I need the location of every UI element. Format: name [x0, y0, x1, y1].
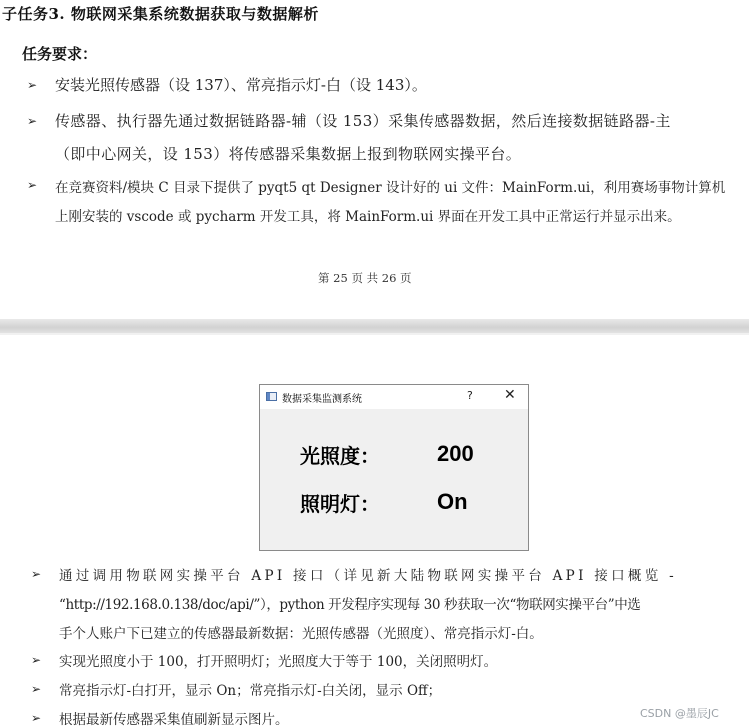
dialog-title: 数据采集监测系统 [282, 394, 362, 405]
p2-bullet4-text: 根据最新传感器采集值刷新显示图片。 [59, 712, 289, 728]
p2-bullet1-text-line3: 手个人账户下已建立的传感器最新数据：光照传感器（光照度）、常亮指示灯-白。 [59, 626, 543, 642]
light-intensity-label: 光照度： [300, 444, 380, 468]
close-icon[interactable]: ✕ [504, 387, 516, 403]
dialog-window [259, 384, 529, 551]
p1-bullet1-text: 安装光照传感器（设 137）、常亮指示灯-白（设 143）。 [55, 76, 427, 94]
page-title: 子任务3. 物联网采集系统数据获取与数据解析 [2, 5, 319, 23]
bullet-icon: ➢ [31, 567, 42, 581]
page-separator [0, 319, 749, 333]
p1-bullet2-text-line1: 传感器、执行器先通过数据链路器-辅（设 153）采集传感器数据，然后连接数据链路器-主 [55, 112, 671, 130]
csdn-watermark: CSDN @墨辰JC [640, 707, 719, 720]
bullet-icon: ➢ [27, 78, 38, 92]
bullet-icon: ➢ [31, 711, 42, 725]
app-window-icon [266, 392, 277, 401]
light-intensity-value: 200 [437, 441, 474, 466]
bullet-icon: ➢ [31, 653, 42, 667]
p1-bullet2-text-line2: （即中心网关，设 153）将传感器采集数据上报到物联网实操平台。 [55, 145, 522, 163]
page-separator-shadow [0, 333, 749, 335]
p2-bullet2-text: 实现光照度小于 100，打开照明灯；光照度大于等于 100，关闭照明灯。 [59, 654, 498, 670]
requirements-heading: 任务要求： [22, 45, 98, 63]
help-icon[interactable]: ? [467, 389, 473, 402]
dialog-titlebar [260, 385, 528, 409]
lamp-label: 照明灯： [300, 492, 380, 516]
p2-bullet1-text-line2: “http://192.168.0.138/doc/api/”），python 开发程序实现每 30 秒获取一次“物联网实操平台”中选 [59, 597, 641, 613]
p1-bullet3-text-line2: 上刚安装的 vscode 或 pycharm 开发工具，将 MainForm.ui 界面在开发工具中正常运行并显示出来。 [55, 209, 681, 225]
page-footer: 第 25 页 共 26 页 [318, 271, 412, 285]
p2-bullet3-text: 常亮指示灯-白打开，显示 On；常亮指示灯-白关闭，显示 Off； [59, 683, 442, 699]
bullet-icon: ➢ [31, 682, 42, 696]
p2-bullet1-text-line1: 通过调用物联网实操平台 API 接口（详见新大陆物联网实操平台 API 接口概览 - [59, 568, 677, 584]
bullet-icon: ➢ [27, 178, 38, 192]
bullet-icon: ➢ [27, 114, 38, 128]
p1-bullet3-text-line1: 在竞赛资料/模块 C 目录下提供了 pyqt5 qt Designer 设计好的 ui 文件：MainForm.ui，利用赛场事物计算机 [55, 180, 726, 196]
lamp-status-value: On [437, 489, 468, 514]
